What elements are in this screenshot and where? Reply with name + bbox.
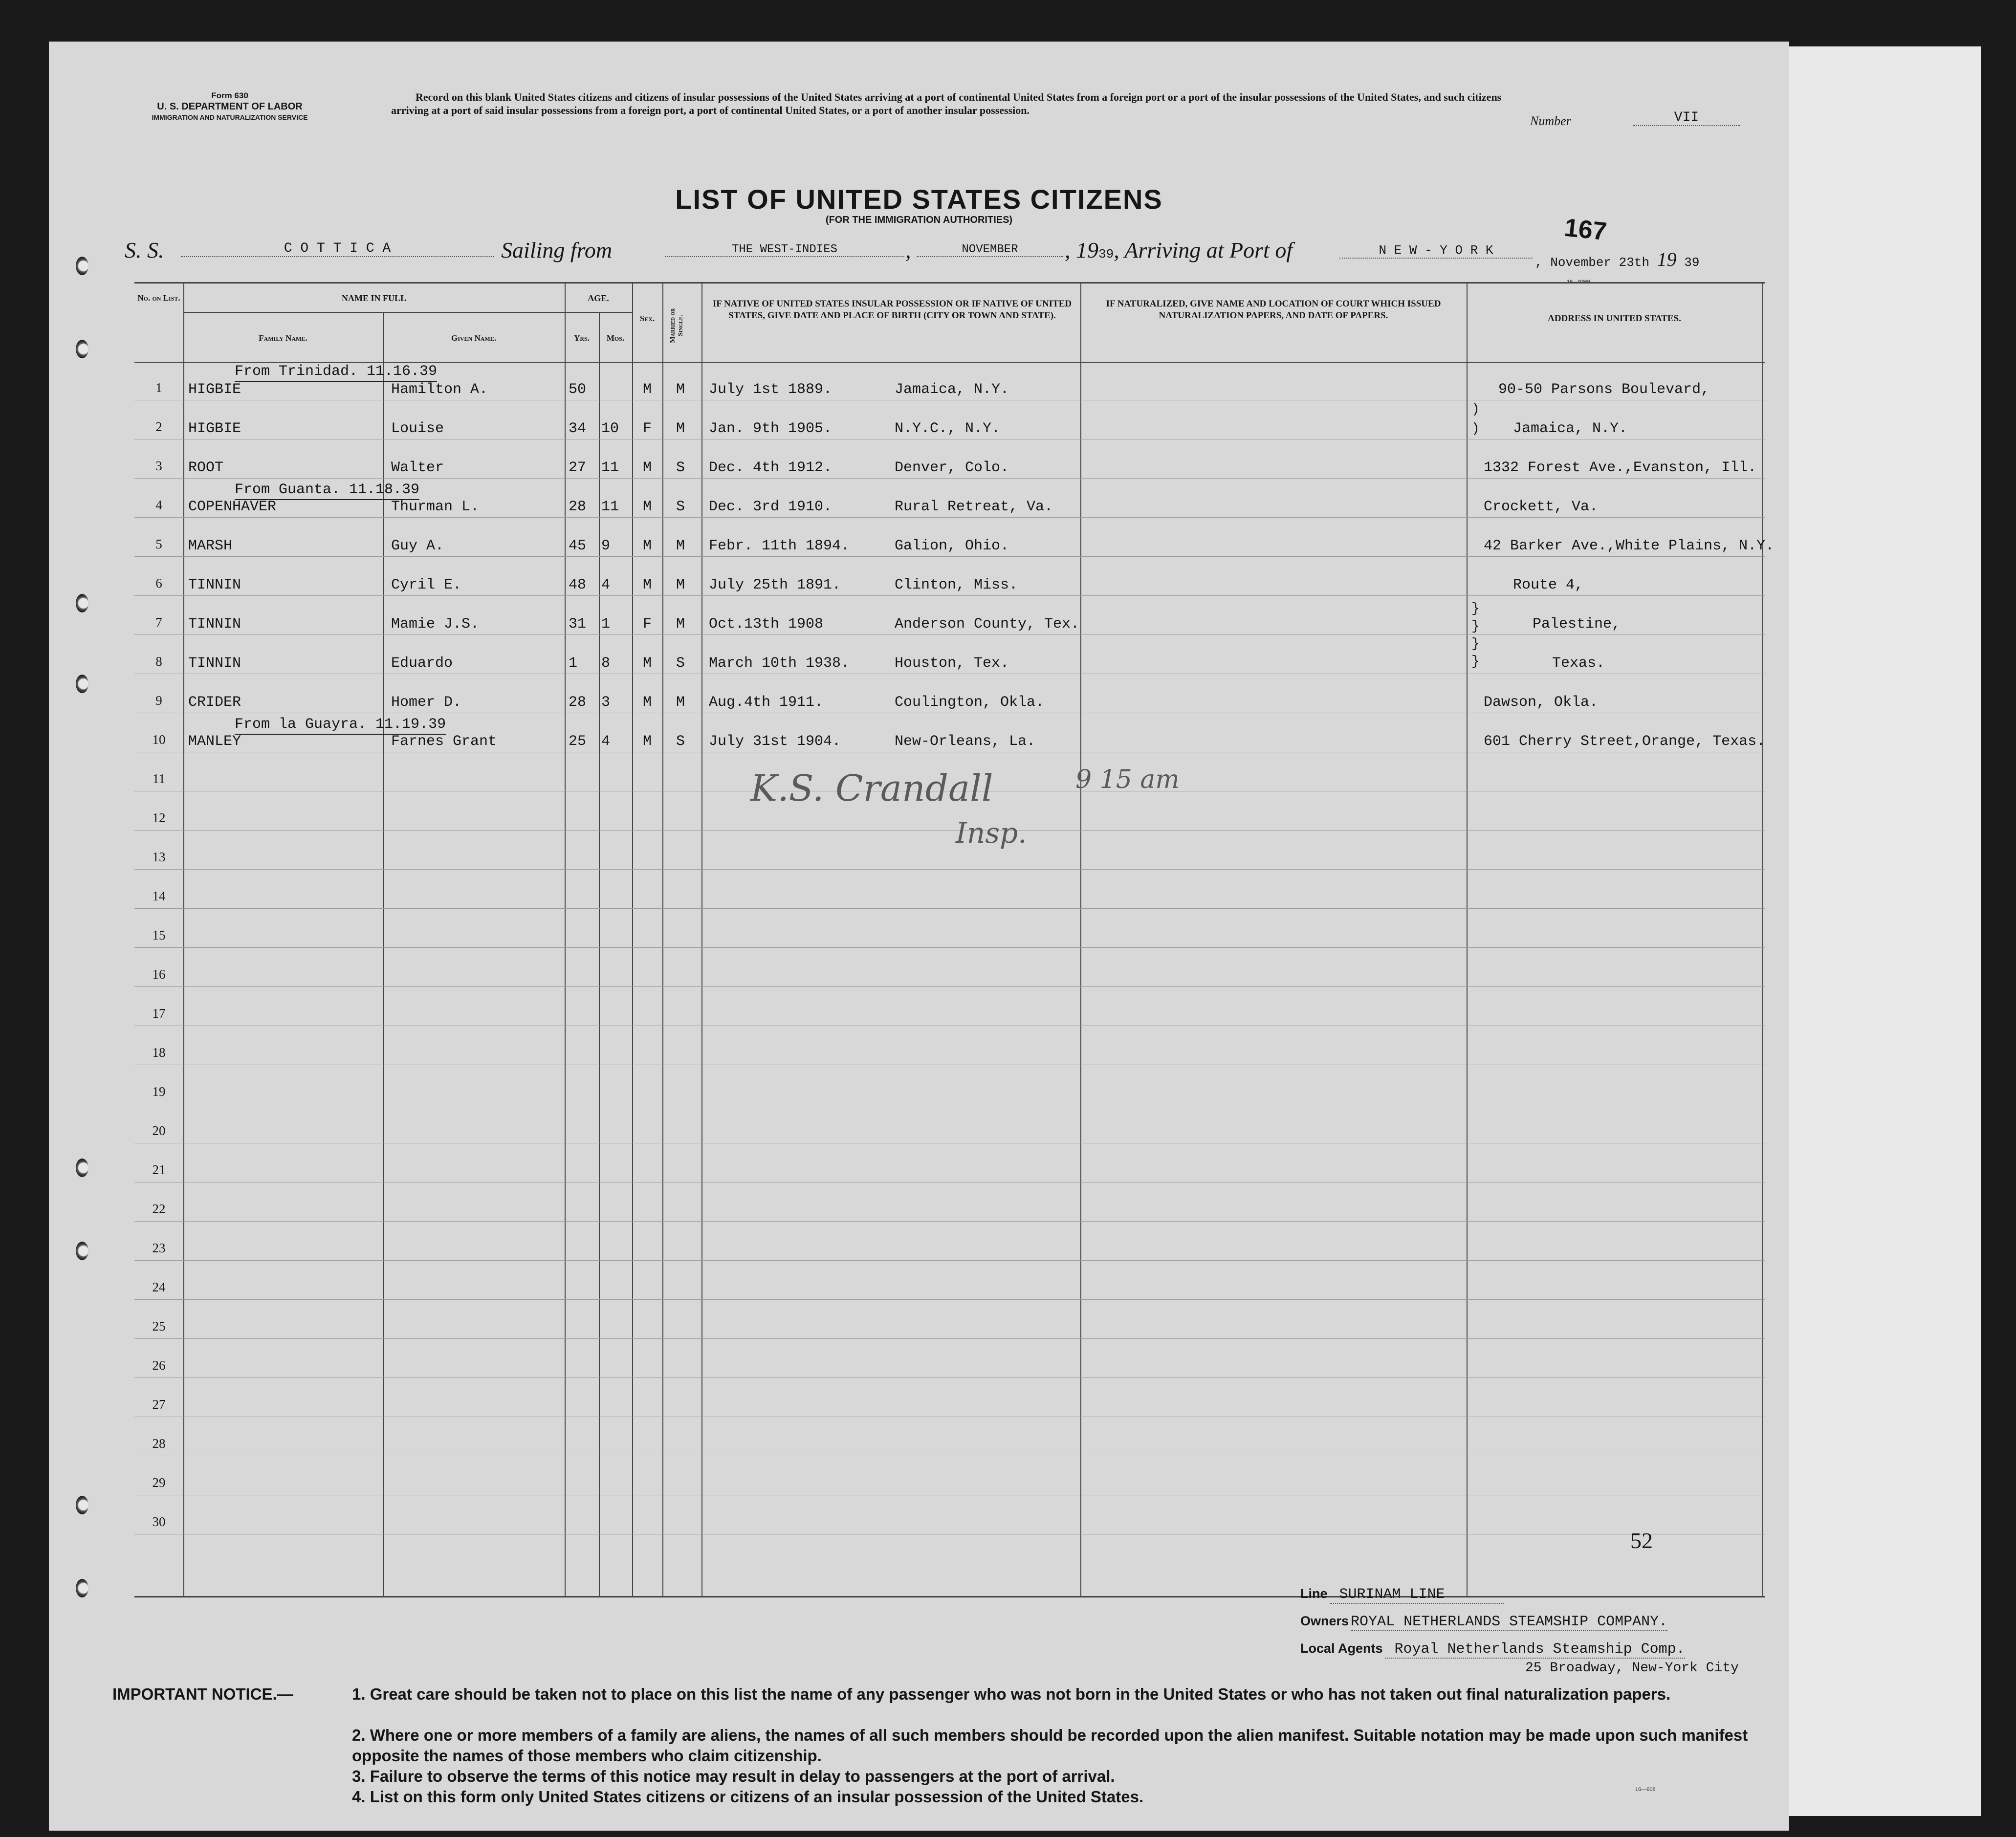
age-months: 1 [601,616,611,633]
inspection-time: 9 15 am [1075,765,1180,794]
stamp-number: 167 [1563,213,1608,246]
row-rule [134,1221,1765,1222]
notice-item-4: 4. List on this form only United States citizens or citizens of an insular possession of the United States. [352,1788,1144,1806]
sex: M [643,577,652,593]
service: IMMIGRATION AND NATURALIZATION SERVICE [152,113,308,121]
row-number: 30 [152,1514,166,1529]
row-number: 8 [155,654,162,669]
age-years: 45 [569,538,587,554]
page-subtitle: (FOR THE IMMIGRATION AUTHORITIES) [825,215,1013,225]
row-rule [134,517,1765,518]
year-prefix: 19 [1076,238,1098,262]
marital-status: S [676,733,685,750]
marital-status: S [676,655,685,672]
row-number: 3 [155,459,162,473]
line-value: SURINAM LINE [1330,1586,1504,1604]
arrival-day-suffix: 3th [1626,255,1650,270]
sex: M [643,381,652,398]
row-number: 2 [155,419,162,434]
age-months: 3 [601,694,611,711]
agents-value: Royal Netherlands Steamship Comp. [1385,1641,1685,1659]
family-name: ROOT [188,459,224,476]
row-number: 15 [152,928,166,942]
marital-status: M [676,577,685,593]
inspector-signature: K.S. Crandall [750,767,993,809]
given-name: Walter [391,459,444,476]
age-years: 28 [569,694,587,711]
address: Crockett, Va. [1484,499,1599,515]
row-number: 26 [152,1358,166,1373]
birth-date: March 10th 1938. [709,655,850,672]
birth-date: July 25th 1891. [709,577,841,593]
col-no-header: No. on List. [137,293,180,303]
given-name: Thurman L. [391,499,480,515]
age-months: 8 [601,655,611,672]
row-number: 5 [155,537,162,551]
col-family-header: Family Name. [259,333,307,343]
birth-date: Dec. 4th 1912. [709,459,833,476]
row-number: 6 [155,576,162,590]
section-trinidad: From Trinidad. 11.16.39 [235,363,437,382]
birth-date: Dec. 3rd 1910. [709,499,833,515]
age-months: 4 [601,577,611,593]
row-number: 13 [152,850,166,864]
number-value: VII [1633,110,1740,126]
family-name: HIGBIE [188,420,241,437]
number-label: Number [1530,114,1571,128]
address: 1332 Forest Ave.,Evanston, Ill. [1484,459,1757,476]
row-number: 11 [153,771,165,786]
col-name-header: NAME IN FULL [341,293,406,303]
row-number: 18 [152,1045,166,1060]
sex: M [643,499,652,515]
form-number: Form 630 [211,91,248,100]
sex: M [643,655,652,672]
row-rule [134,478,1765,479]
given-name: Louise [391,420,444,437]
notice-label: IMPORTANT NOTICE.— [112,1685,293,1703]
family-name: TINNIN [188,577,241,593]
row-number: 4 [155,498,162,512]
col-mos-header: Mos. [606,333,625,343]
col-naturalized-header: IF NATURALIZED, GIVE NAME AND LOCATION OF COURT WHICH ISSUED NATURALIZATION PAPERS, AND DATE OF PAPERS. [1106,299,1441,321]
col-address-header: ADDRESS IN UNITED STATES. [1548,313,1681,324]
col-married-header: Married or Single. [669,308,684,343]
family-name: MARSH [188,538,233,554]
row-number: 7 [155,615,162,630]
birth-place: Coulington, Okla. [895,694,1045,711]
col-age-header: AGE. [588,293,609,303]
row-rule [134,947,1765,948]
family-name: MANLEY [188,733,241,750]
row-rule [134,986,1765,987]
row-number: 23 [152,1241,166,1255]
sex: F [643,420,652,437]
row-rule [134,556,1765,557]
address: Route 4, [1513,577,1584,593]
age-years: 25 [569,733,587,750]
arrival-port: N E W - Y O R K [1339,243,1533,259]
row-number: 24 [152,1280,166,1294]
sailing-from-label: Sailing from [501,238,613,262]
arrival-year-prefix: 19 [1657,248,1677,270]
birth-place: Houston, Tex. [895,655,1009,672]
row-rule [134,869,1765,870]
age-months: 11 [601,459,619,476]
col-sex-header: Sex. [639,314,655,323]
agents-label: Local Agents [1300,1641,1383,1656]
row-rule [134,908,1765,909]
birth-place: Galion, Ohio. [895,538,1009,554]
department: U. S. DEPARTMENT OF LABOR [157,101,303,112]
age-months: 10 [601,420,619,437]
address: Dawson, Okla. [1484,694,1599,711]
col-given-header: Given Name. [451,333,496,343]
row-number: 10 [152,732,166,747]
marital-status: M [676,381,685,398]
age-years: 48 [569,577,587,593]
col-birth-header: IF NATIVE OF UNITED STATES INSULAR POSSESSION OR IF NATIVE OF UNITED STATES, GIVE DATE AND PLACE OF BIRTH (CITY OR TOWN AND STATE). [712,299,1072,321]
family-name: HIGBIE [188,381,241,398]
birth-place: New-Orleans, La. [895,733,1036,750]
birth-date: July 1st 1889. [709,381,833,398]
sailing-from: THE WEST-INDIES [665,243,904,257]
birth-place: Clinton, Miss. [895,577,1018,593]
row-number: 1 [155,380,162,395]
row-rule [134,830,1765,831]
birth-date: Jan. 9th 1905. [709,420,833,437]
row-number: 12 [152,810,166,825]
row-rule [134,1299,1765,1300]
given-name: Farnes Grant [391,733,497,750]
print-code: 16—9369 [1567,279,1590,285]
marital-status: M [676,420,685,437]
agents-address: 25 Broadway, New-York City [1525,1661,1739,1676]
manifest-page: Form 630 U. S. DEPARTMENT OF LABOR IMMIGRATION AND NATURALIZATION SERVICE Record on this blank United States citizens and citizens of insular possessions of the United States arriving at a port of continental United States from a foreign port or a port of the insular possessions of the United States, and such citizens arriving at a port of said insular possessions from a foreign port, a port of continental United States, or a port of another insular possession. Number VII LIST OF UNITED STATES CITIZENS (FOR THE IMMIGRATION AUTHORITIES) 167 S. S. C O T T I C A Sailing from THE WEST-INDIES , NOVEMBER , 1939, Arriving at Port of N E W - Y O R K , November 23th 19 39 16—9369 No. on List. NAME IN FULL Family Name. Given Name. AGE. Yrs. Mos. Sex. Married or Single. IF NATIVE OF UNITED STATES INSULAR POSSESSION OR IF NATIVE OF UNITED STATES, GIVE DATE AND PLACE OF BIRTH (CITY OR TOWN AND STATE). IF NATURALIZED, GIVE NAME AND LOCATION OF COURT WHICH ISSUED NATURALIZATION PAPERS, AND DATE OF PAPERS. ADDRESS IN UNITED STATES. 1 2 3 4 5 6 7 8 9 10 11 12 13 14 15 16 17 18 19 20 21 22 23 24 25 26 27 28 29 30 From Trinidad. 11.16.39 From Guanta. 11.18.39 From la Guayra. 11.19.39 HIGBIE Hamilton A. 50 M M July 1st 1889. Jamaica, N.Y. 90-50 Parsons Boulevard, HIGBIE Louise 34 10 F M Jan. 9th 1905. N.Y.C., N.Y. Jamaica, N.Y. ROOT Walter 27 11 M S Dec. 4th 1912. Denver, Colo. 1332 Forest Ave.,Evanston, Ill. COPENHAVER Thurman L. 28 11 M S Dec. 3rd 1910. Rural Retreat, Va. Crockett, Va. MARSH Guy A. 45 9 M M Febr. 11th 1894. Galion, Ohio. 42 Barker Ave.,White Plains, N.Y. TINNIN Cyril E. 48 4 M M July 25th 1891. Clinton, Miss. Route 4, TINNIN Mamie J.S. 31 1 F M Oct.13th 1908 Anderson County, Tex. Palestine, TINNIN Eduardo 1 8 M S March 10th 1938. Houston, Tex. Texas. CRIDER Homer D. 28 3 M M Aug.4th 1911. Coulington, Okla. Dawson, Okla. MANLEY Farnes Grant 25 4 M S July 31st 1904. New-Orleans, La. 601 Cherry Street,Orange, Texas. ) ) } } } } K.S. Crandall 9 15 am Insp. 52 Line SURINAM LINE Owners ROYAL NETHERLANDS STEAMSHIP COMPANY. Local Agents Royal Netherlands Steamship Comp. 25 Broadway, New-York City IMPORTANT NOTICE.— 1. Great care should be taken not to place on this list the name of any passenger who was not born in the United States or who has not taken out final naturalization papers. 2. Where one or more members of a family are aliens, the names of all such members should be recorded upon the alien manifest. Suitable notation may be made upon such manifest opposite the names of those members who claim citizenship. 3. Failure to observe the terms of this notice may result in delay to passengers at the port of arrival. 4. List on this form only United States citizens or citizens of an insular possession of the United States. 16—608 [49,42,1789,1831]
ship-name: C O T T I C A [181,241,494,257]
intro-text: Record on this blank United States citizens and citizens of insular possessions of the United States arriving at a port of continental United States from a foreign port or a port of the insular possessions of the United States, and such citizens arriving at a port of said insular possessions from a foreign port, a port of continental United States, or a port of another insular possession. [391,91,1502,116]
owners-label: Owners [1300,1614,1349,1628]
sex: M [643,538,652,554]
age-years: 50 [569,381,587,398]
birth-date: Febr. 11th 1894. [709,538,850,554]
sex: M [643,459,652,476]
row-rule [134,1260,1765,1261]
given-name: Cyril E. [391,577,462,593]
row-number: 17 [152,1006,166,1021]
row-number: 14 [152,889,166,903]
passenger-table [134,282,1775,1597]
given-name: Mamie J.S. [391,616,480,633]
notice-item-1: 1. Great care should be taken not to place on this list the name of any passenger who was not born in the United States or who has not taken out final naturalization papers. [352,1685,1671,1703]
inspector-title: Insp. [956,816,1027,850]
age-years: 31 [569,616,587,633]
row-number: 22 [152,1202,166,1216]
sailing-month: NOVEMBER [917,243,1063,257]
family-name: TINNIN [188,616,241,633]
row-number: 29 [152,1475,166,1490]
row-number: 25 [152,1319,166,1334]
row-number: 28 [152,1436,166,1451]
row-rule [134,634,1765,635]
age-months: 4 [601,733,611,750]
address: 90-50 Parsons Boulevard, [1498,381,1710,398]
birth-place: Denver, Colo. [895,459,1009,476]
page-number: 52 [1630,1528,1653,1553]
address-brace-higbie: ) ) [1471,402,1480,437]
section-guanta: From Guanta. 11.18.39 [235,481,419,500]
marital-status: M [676,538,685,554]
notice-item-2: 2. Where one or more members of a family are aliens, the names of all such members should be recorded upon the alien manifest. Suitable notation may be made upon such manifest opposite the names of those members who claim citizenship. [352,1726,1748,1765]
address: 601 Cherry Street,Orange, Texas. [1484,733,1766,750]
form-reference [103,90,357,123]
notice-item-3: 3. Failure to observe the terms of this notice may result in delay to passengers at the port of arrival. [352,1767,1115,1785]
row-number: 20 [152,1123,166,1138]
marital-status: S [676,459,685,476]
birth-place: Rural Retreat, Va. [895,499,1053,515]
line-label: Line [1300,1586,1328,1601]
birth-place: Jamaica, N.Y. [895,381,1009,398]
row-rule [134,595,1765,596]
birth-place: Anderson County, Tex. [895,616,1080,633]
age-years: 27 [569,459,587,476]
row-number: 21 [152,1162,166,1177]
address-brace-tinnin: } } } } [1471,601,1480,669]
arrival-year-suffix: 39 [1684,255,1700,270]
address: Palestine, [1533,616,1621,633]
notice-print-code: 16—608 [1635,1787,1656,1793]
birth-date: Oct.13th 1908 [709,616,824,633]
age-months: 9 [601,538,611,554]
age-years: 28 [569,499,587,515]
section-la-guayra: From la Guayra. 11.19.39 [235,716,446,735]
birth-date: July 31st 1904. [709,733,841,750]
given-name: Hamilton A. [391,381,488,398]
marital-status: M [676,694,685,711]
age-months: 11 [601,499,619,515]
owners-value: ROYAL NETHERLANDS STEAMSHIP COMPANY. [1351,1614,1668,1630]
given-name: Eduardo [391,655,453,672]
arrival-date: November 2 [1550,255,1627,270]
sex: F [643,616,652,633]
address: Texas. [1552,655,1605,672]
row-number: 19 [152,1084,166,1099]
row-rule [134,1338,1765,1339]
row-number: 27 [152,1397,166,1412]
ss-label: S. S. [125,238,164,262]
family-name: TINNIN [188,655,241,672]
family-name: CRIDER [188,694,241,711]
row-number: 16 [152,967,166,982]
col-yrs-header: Yrs. [574,333,590,343]
given-name: Homer D. [391,694,462,711]
marital-status: M [676,616,685,633]
age-years: 34 [569,420,587,437]
row-number: 9 [155,693,162,708]
birth-date: Aug.4th 1911. [709,694,824,711]
year-suffix: 39 [1098,247,1114,262]
given-name: Guy A. [391,538,444,554]
age-years: 1 [569,655,578,672]
page-title: LIST OF UNITED STATES CITIZENS [675,184,1163,215]
marital-status: S [676,499,685,515]
address: 42 Barker Ave.,White Plains, N.Y. [1484,538,1775,554]
birth-place: N.Y.C., N.Y. [895,420,1001,437]
sex: M [643,694,652,711]
sex: M [643,733,652,750]
arriving-label: Arriving at Port of [1124,238,1293,262]
address: Jamaica, N.Y. [1513,420,1628,437]
family-name: COPENHAVER [188,499,277,515]
